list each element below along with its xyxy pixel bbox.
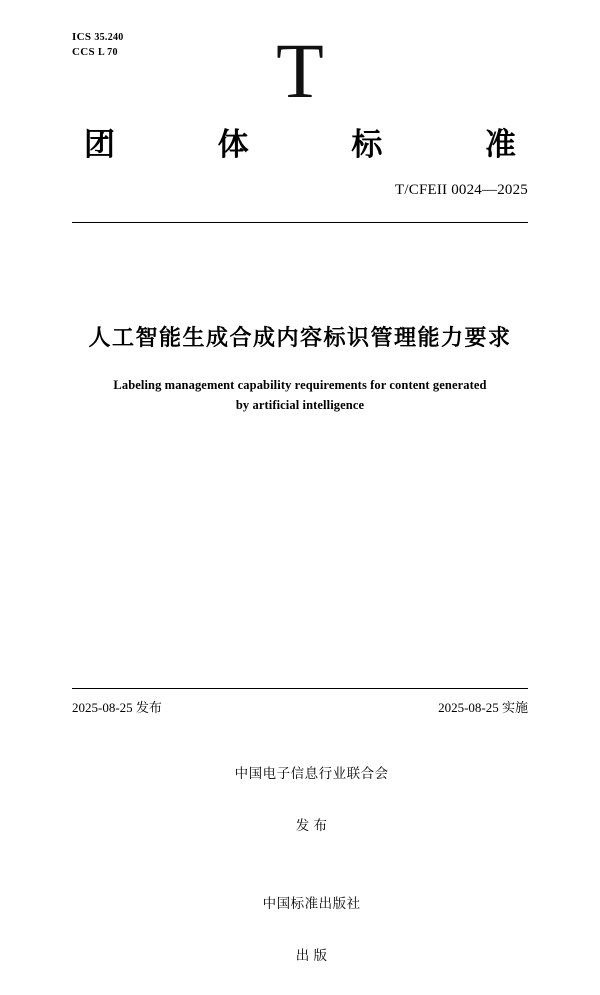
- date-row: [72, 698, 528, 718]
- ics-line: [72, 30, 124, 45]
- issue-date: 2025-08-25 发布: [72, 700, 162, 715]
- header-divider: [72, 222, 528, 223]
- ccs-line: [72, 45, 124, 60]
- document-title-chinese: 人工智能生成合成内容标识管理能力要求: [88, 325, 512, 350]
- type-char-4: 准: [484, 127, 516, 162]
- group-standard-emblem-icon: T: [276, 27, 324, 114]
- issuer-line: [72, 735, 528, 865]
- ccs-label: CCS: [72, 46, 95, 58]
- type-char-2: 体: [217, 127, 249, 162]
- standard-number: T/CFEII 0024—2025: [395, 182, 528, 198]
- ccs-value: L 70: [97, 47, 118, 58]
- publisher-action: 出 版: [295, 948, 328, 963]
- publisher-line: [72, 865, 528, 995]
- issuer-action: 发 布: [295, 818, 328, 833]
- effective-date: 2025-08-25 实施: [438, 700, 528, 715]
- standard-type-title: [84, 125, 516, 165]
- publisher-block: [72, 735, 528, 995]
- classification-codes: [72, 30, 124, 60]
- document-title-english-line2: by artificial intelligence: [235, 398, 365, 412]
- cover-header: [72, 27, 528, 198]
- document-title-english: [90, 375, 510, 415]
- document-title-english-line1: Labeling management capability requirements for content generated: [113, 378, 487, 392]
- issuer-name: 中国电子信息行业联合会: [234, 766, 389, 781]
- type-char-3: 标: [351, 127, 383, 162]
- footer-divider: [72, 688, 528, 689]
- type-char-1: 团: [84, 127, 115, 162]
- ics-value: 35.240: [94, 32, 124, 43]
- ics-label: ICS: [72, 31, 92, 43]
- publisher-name: 中国标准出版社: [262, 896, 361, 911]
